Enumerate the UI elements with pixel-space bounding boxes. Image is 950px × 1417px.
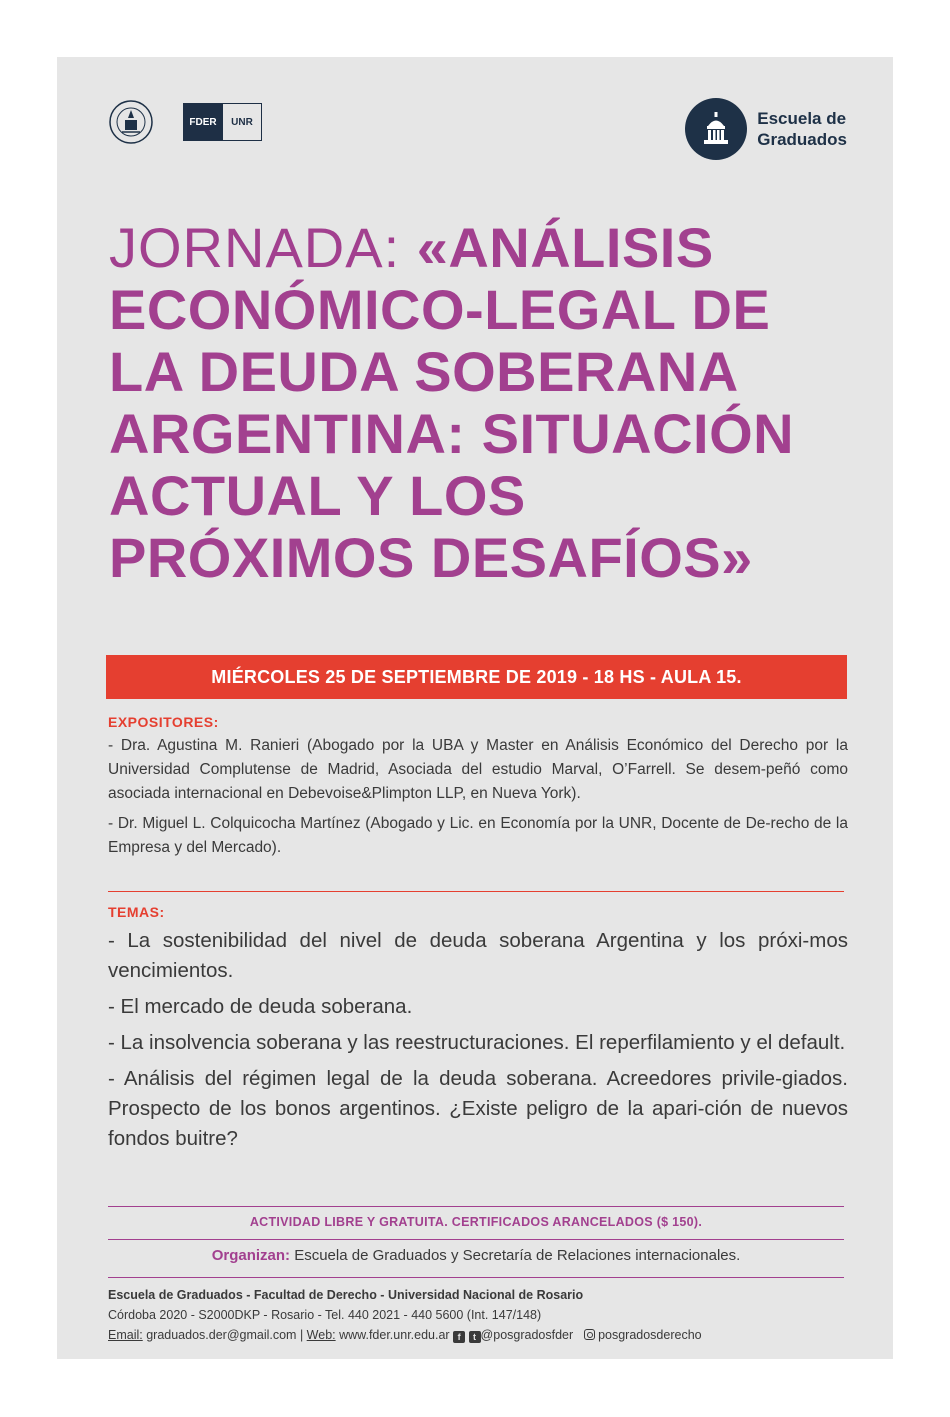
social-handle-2[interactable]: posgradosderecho xyxy=(598,1328,702,1342)
title-line6: PRÓXIMOS DESAFÍOS» xyxy=(109,526,753,589)
footer xyxy=(108,1285,848,1345)
building-icon xyxy=(685,98,747,160)
facebook-icon[interactable]: f xyxy=(453,1331,465,1343)
date-banner: MIÉRCOLES 25 DE SEPTIEMBRE DE 2019 - 18 HS - AULA 15. xyxy=(106,655,847,699)
unr-seal-logo xyxy=(109,100,153,144)
title-prefix: JORNADA: xyxy=(109,216,417,279)
footer-contact xyxy=(108,1325,848,1345)
divider-footer xyxy=(108,1277,844,1278)
topic-item: - El mercado de deuda soberana. xyxy=(108,995,413,1018)
speakers-section xyxy=(108,714,848,860)
fder-logo-text: FDER xyxy=(184,104,222,140)
escuela-line1: Escuela de xyxy=(757,109,847,128)
escuela-logo-text xyxy=(757,108,847,150)
poster xyxy=(57,57,893,1359)
topic-item: - La insolvencia soberana y las reestructuraciones. El reperfilamiento y el default. xyxy=(108,1031,846,1054)
title-line2: ECONÓMICO-LEGAL DE xyxy=(109,278,771,341)
organizers-label: Organizan: xyxy=(211,1247,291,1264)
organizers xyxy=(108,1247,844,1264)
unr-logo-text: UNR xyxy=(222,104,261,140)
web-link[interactable]: www.fder.unr.edu.ar xyxy=(335,1328,454,1342)
section-divider xyxy=(108,891,844,892)
speaker-item: - Dr. Miguel L. Colquicocha Martínez (Abogado y Lic. en Economía por la UNR, Docente de De-recho de la Empresa y del Mercado). xyxy=(108,815,848,856)
title-line3: LA DEUDA SOBERANA xyxy=(109,340,739,403)
topic-item: - La sostenibilidad del nivel de deuda soberana Argentina y los próxi-mos vencimientos. xyxy=(108,929,848,982)
divider-top-actividad xyxy=(108,1206,844,1207)
speakers-label: EXPOSITORES: xyxy=(108,714,219,730)
organizers-text: Escuela de Graduados y Secretaría de Relaciones internacionales. xyxy=(290,1247,741,1264)
fder-unr-logo xyxy=(183,103,262,141)
footer-address: Córdoba 2020 - S2000DKP - Rosario - Tel. 440 2021 - 440 5600 (Int. 147/148) xyxy=(108,1308,542,1322)
twitter-icon[interactable]: t xyxy=(469,1331,481,1343)
topics-section xyxy=(108,904,848,1154)
divider-organizan xyxy=(108,1239,844,1240)
speaker-item: - Dra. Agustina M. Ranieri (Abogado por la UBA y Master en Análisis Económico del Derecho por la Universidad Complutense de Madrid, Asociada del estudio Marval, O’Farrell. Se desem-peñó como asociada internacional en Debevoise&Plimpton LLP, en Nueva York). xyxy=(108,737,848,802)
email-link[interactable]: graduados.der@gmail.com | xyxy=(142,1328,307,1342)
footer-institution: Escuela de Graduados - Facultad de Derecho - Universidad Nacional de Rosario xyxy=(108,1288,584,1302)
header-logos xyxy=(109,100,262,144)
web-label: Web: xyxy=(306,1328,336,1342)
social-handle-1[interactable]: @posgradosfder xyxy=(480,1328,574,1342)
activity-note: ACTIVIDAD LIBRE Y GRATUITA. CERTIFICADOS ARANCELADOS ($ 150). xyxy=(249,1215,703,1229)
instagram-icon[interactable] xyxy=(584,1329,595,1340)
event-title xyxy=(109,217,869,589)
email-label: Email: xyxy=(108,1328,143,1342)
topics-label: TEMAS: xyxy=(108,904,165,920)
title-line4: ARGENTINA: SITUACIÓN xyxy=(109,402,795,465)
title-line1: «ANÁLISIS xyxy=(416,216,714,279)
escuela-line2: Graduados xyxy=(757,130,847,149)
title-line5: ACTUAL Y LOS xyxy=(109,464,526,527)
topic-item: - Análisis del régimen legal de la deuda soberana. Acreedores privile-giados. Prospecto de los bonos argentinos. ¿Existe peligro de la apari-ción de nuevos fondos buitre? xyxy=(108,1067,848,1150)
escuela-graduados-logo xyxy=(685,98,847,160)
